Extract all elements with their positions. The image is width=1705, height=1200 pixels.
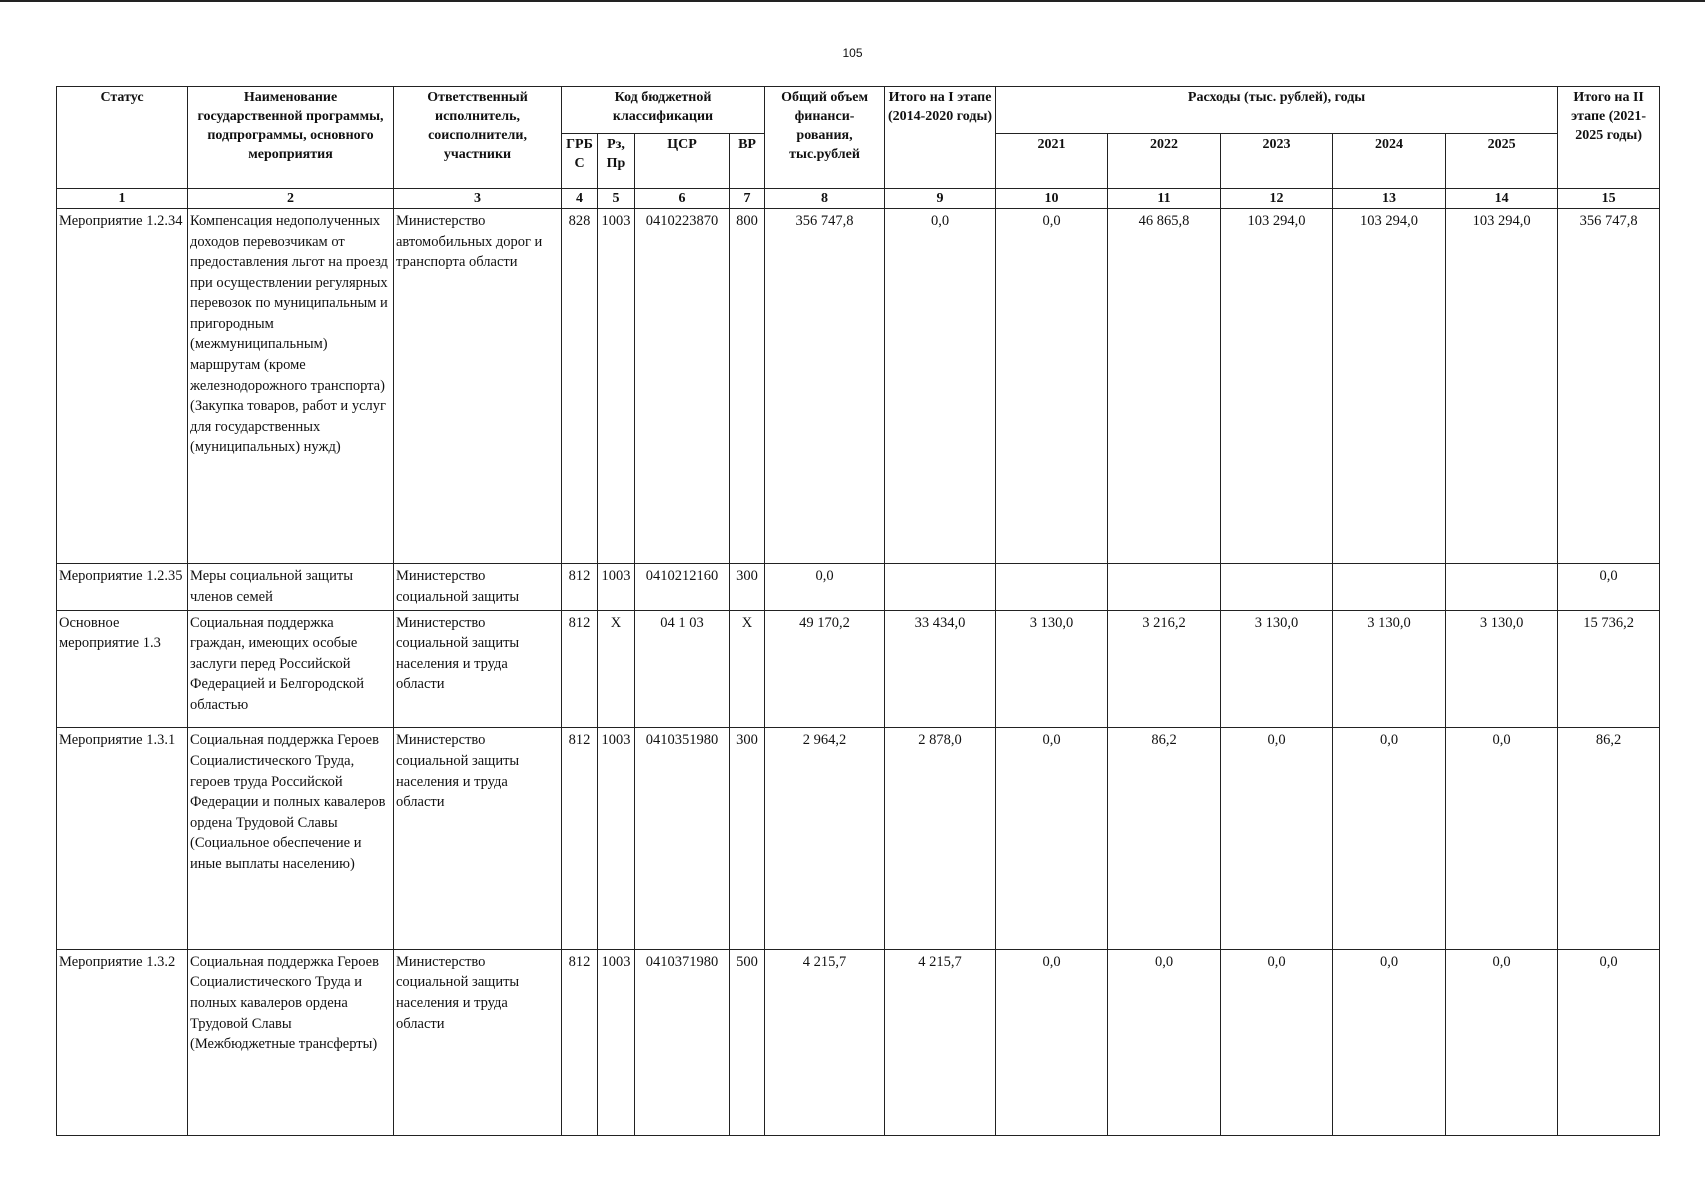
header-stage2-total: Итого на II этапе (2021- 2025 годы): [1558, 87, 1660, 189]
header-year-2022: 2022: [1108, 134, 1221, 189]
cell-name: Социальная поддержка Героев Социалистического Труда и полных кавалеров ордена Трудовой Славы (Межбюджетные трансферты): [188, 949, 394, 1135]
cell-2024: 103 294,0: [1333, 209, 1446, 564]
cell-2023: 0,0: [1221, 728, 1333, 949]
header-grbs: ГРБ С: [562, 134, 598, 189]
cell-stage2: 15 736,2: [1558, 610, 1660, 728]
cell-stage1: [885, 564, 996, 610]
cell-2025: 103 294,0: [1446, 209, 1558, 564]
column-number: 4: [562, 189, 598, 209]
header-year-2025: 2025: [1446, 134, 1558, 189]
cell-grbs: 828: [562, 209, 598, 564]
cell-responsible: Министерство социальной защиты населения и труда области: [394, 610, 562, 728]
cell-stage2: 356 747,8: [1558, 209, 1660, 564]
cell-stage1: 33 434,0: [885, 610, 996, 728]
header-program-name: Наименование государственной программы, подпрограммы, основного мероприятия: [188, 87, 394, 189]
cell-name: Социальная поддержка граждан, имеющих особые заслуги перед Российской Федерацией и Белгородской областью: [188, 610, 394, 728]
cell-total: 4 215,7: [765, 949, 885, 1135]
cell-2022: 86,2: [1108, 728, 1221, 949]
column-number: 1: [57, 189, 188, 209]
cell-stage1: 0,0: [885, 209, 996, 564]
table-row: [57, 209, 1660, 564]
cell-grbs: 812: [562, 610, 598, 728]
column-number: 9: [885, 189, 996, 209]
column-number: 15: [1558, 189, 1660, 209]
cell-csr: 0410371980: [635, 949, 730, 1135]
cell-total: 0,0: [765, 564, 885, 610]
cell-2021: [996, 564, 1108, 610]
cell-2022: 0,0: [1108, 949, 1221, 1135]
table-row: [57, 610, 1660, 728]
column-number: 6: [635, 189, 730, 209]
header-stage1-total: Итого на I этапе (2014-2020 годы): [885, 87, 996, 189]
header-year-2023: 2023: [1221, 134, 1333, 189]
header-year-2024: 2024: [1333, 134, 1446, 189]
budget-table: [56, 86, 1660, 1136]
column-number: 5: [598, 189, 635, 209]
cell-stage2: 0,0: [1558, 949, 1660, 1135]
cell-grbs: 812: [562, 564, 598, 610]
cell-2022: 46 865,8: [1108, 209, 1221, 564]
cell-status: Мероприятие 1.3.1: [57, 728, 188, 949]
cell-stage2: 0,0: [1558, 564, 1660, 610]
top-border-line: [0, 0, 1705, 2]
cell-grbs: 812: [562, 949, 598, 1135]
header-expenses: Расходы (тыс. рублей), годы: [996, 87, 1558, 134]
column-number: 2: [188, 189, 394, 209]
cell-vr: 300: [730, 564, 765, 610]
cell-total: 356 747,8: [765, 209, 885, 564]
cell-2025: 0,0: [1446, 949, 1558, 1135]
cell-rzpr: 1003: [598, 949, 635, 1135]
cell-2021: 3 130,0: [996, 610, 1108, 728]
header-csr: ЦСР: [635, 134, 730, 189]
cell-csr: 0410223870: [635, 209, 730, 564]
cell-2024: 3 130,0: [1333, 610, 1446, 728]
cell-grbs: 812: [562, 728, 598, 949]
cell-2023: 3 130,0: [1221, 610, 1333, 728]
column-number: 8: [765, 189, 885, 209]
cell-status: Мероприятие 1.3.2: [57, 949, 188, 1135]
cell-responsible: Министерство автомобильных дорог и транспорта области: [394, 209, 562, 564]
cell-name: Компенсация недополученных доходов перевозчикам от предоставления льгот на проезд при осуществлении регулярных перевозок по муниципальным и пригородным (межмуниципальным) маршрутам (кроме железнодорожного транспорта) (Закупка товаров, работ и услуг для государственных (муниципальных) нужд): [188, 209, 394, 564]
header-budget-code: Код бюджетной классификации: [562, 87, 765, 134]
cell-2023: [1221, 564, 1333, 610]
cell-2024: [1333, 564, 1446, 610]
header-responsible: Ответственный исполнитель, соисполнители, участники: [394, 87, 562, 189]
cell-2025: 0,0: [1446, 728, 1558, 949]
cell-status: Мероприятие 1.2.34: [57, 209, 188, 564]
cell-responsible: Министерство социальной защиты населения и труда области: [394, 728, 562, 949]
cell-responsible: Министерство социальной защиты: [394, 564, 562, 610]
header-rzpr: Рз, Пр: [598, 134, 635, 189]
cell-2023: 103 294,0: [1221, 209, 1333, 564]
cell-rzpr: 1003: [598, 728, 635, 949]
cell-csr: 04 1 03: [635, 610, 730, 728]
cell-vr: 500: [730, 949, 765, 1135]
cell-stage1: 4 215,7: [885, 949, 996, 1135]
page-number: 105: [842, 46, 863, 60]
cell-name: Социальная поддержка Героев Социалистического Труда, героев труда Российской Федерации и полных кавалеров ордена Трудовой Славы (Социальное обеспечение и иные выплаты населению): [188, 728, 394, 949]
cell-2024: 0,0: [1333, 728, 1446, 949]
cell-status: Основное мероприятие 1.3: [57, 610, 188, 728]
cell-vr: 300: [730, 728, 765, 949]
cell-vr: X: [730, 610, 765, 728]
column-number: 7: [730, 189, 765, 209]
column-number: 10: [996, 189, 1108, 209]
cell-status: Мероприятие 1.2.35: [57, 564, 188, 610]
cell-2021: 0,0: [996, 728, 1108, 949]
cell-rzpr: X: [598, 610, 635, 728]
header-vr: ВР: [730, 134, 765, 189]
cell-total: 2 964,2: [765, 728, 885, 949]
cell-total: 49 170,2: [765, 610, 885, 728]
header-total-volume: Общий объем финанси- рования, тыс.рублей: [765, 87, 885, 189]
table-row: [57, 564, 1660, 610]
cell-2021: 0,0: [996, 949, 1108, 1135]
cell-stage2: 86,2: [1558, 728, 1660, 949]
cell-2023: 0,0: [1221, 949, 1333, 1135]
cell-2025: 3 130,0: [1446, 610, 1558, 728]
header-status: Статус: [57, 87, 188, 189]
cell-rzpr: 1003: [598, 564, 635, 610]
cell-vr: 800: [730, 209, 765, 564]
column-number: 3: [394, 189, 562, 209]
cell-name: Меры социальной защиты членов семей: [188, 564, 394, 610]
header-year-2021: 2021: [996, 134, 1108, 189]
table-row: [57, 728, 1660, 949]
cell-responsible: Министерство социальной защиты населения и труда области: [394, 949, 562, 1135]
cell-2022: [1108, 564, 1221, 610]
cell-rzpr: 1003: [598, 209, 635, 564]
cell-2022: 3 216,2: [1108, 610, 1221, 728]
column-number: 14: [1446, 189, 1558, 209]
column-number: 11: [1108, 189, 1221, 209]
cell-csr: 0410351980: [635, 728, 730, 949]
cell-2021: 0,0: [996, 209, 1108, 564]
column-number: 13: [1333, 189, 1446, 209]
column-number: 12: [1221, 189, 1333, 209]
cell-csr: 0410212160: [635, 564, 730, 610]
cell-stage1: 2 878,0: [885, 728, 996, 949]
table-row: [57, 949, 1660, 1135]
cell-2025: [1446, 564, 1558, 610]
cell-2024: 0,0: [1333, 949, 1446, 1135]
